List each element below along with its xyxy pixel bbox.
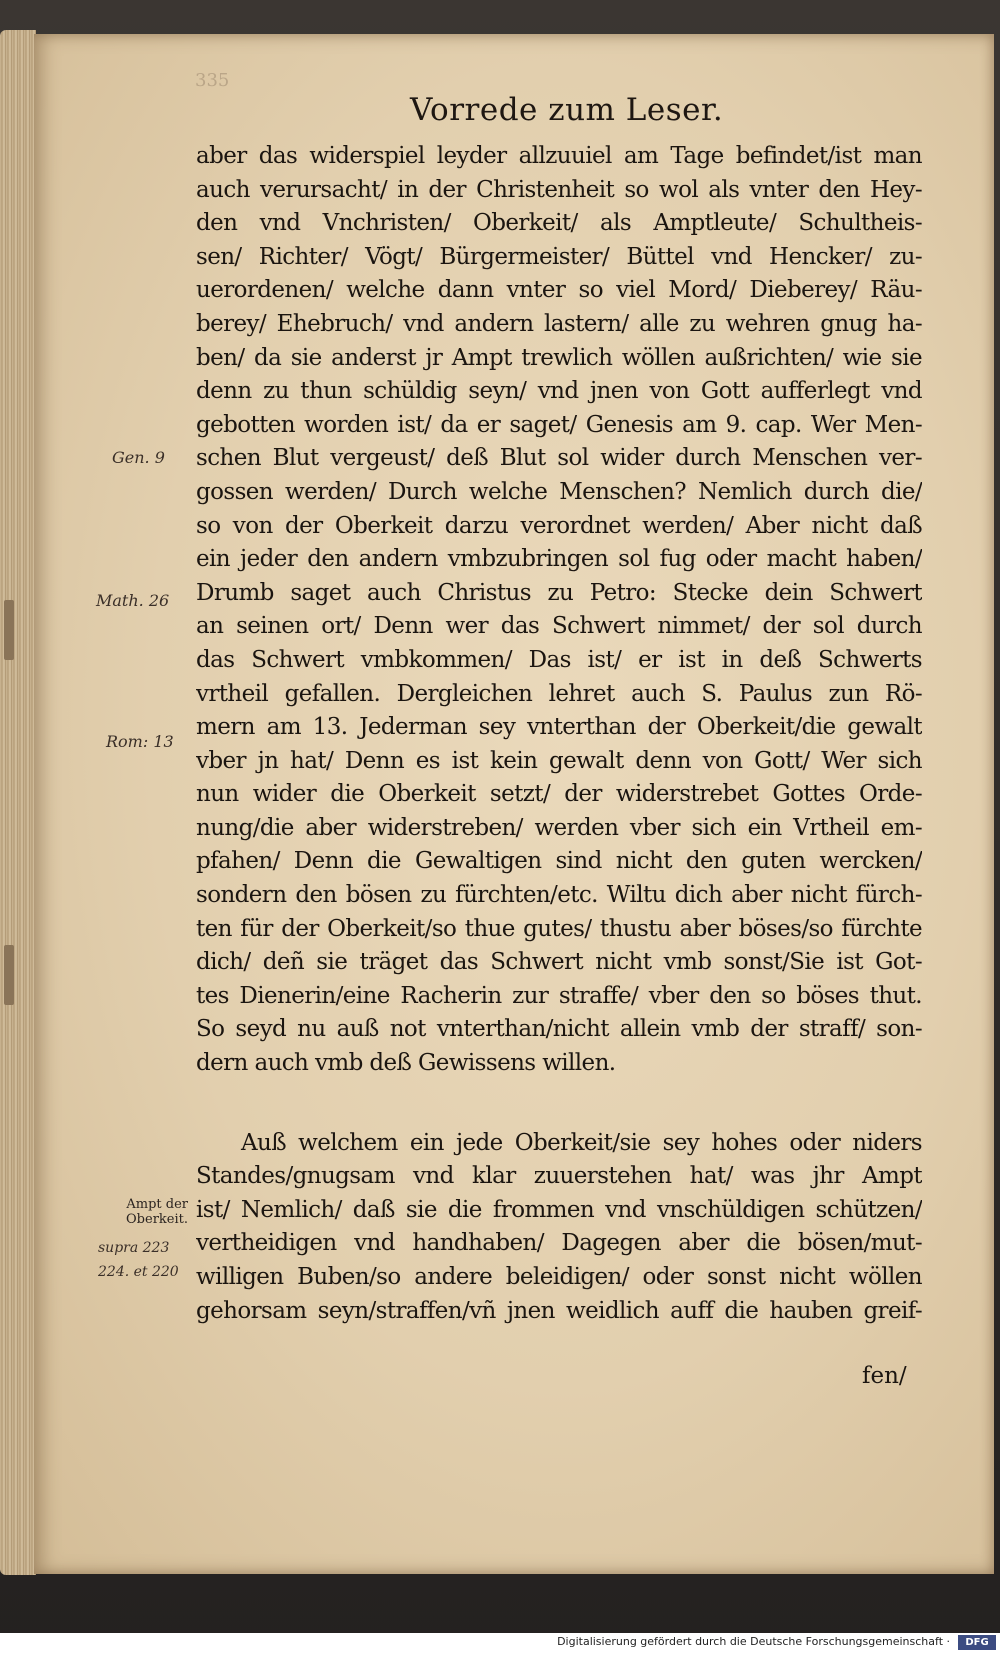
- margin-note-supra: [98, 1236, 179, 1284]
- text-line: nung/die aber widerstreben/ werden vber sich ein Vrtheil em-: [196, 814, 922, 841]
- text-line: dern auch vmb deß Gewissens willen.: [196, 1050, 616, 1077]
- text-line: ist/ Nemlich/ daß sie die frommen vnd vnschüldigen schützen/: [196, 1196, 922, 1223]
- text-line: so von der Oberkeit darzu verordnet werden/ Aber nicht daß: [196, 512, 922, 539]
- text-line: sondern den bösen zu fürchten/etc. Wiltu dich aber nicht fürch-: [196, 882, 922, 909]
- margin-heading-line: Ampt der: [126, 1197, 188, 1212]
- text-line: denn zu thun schüldig seyn/ vnd jnen von Gott aufferlegt vnd: [196, 378, 922, 405]
- text-line: ten für der Oberkeit/so thue gutes/ thustu aber böses/so fürchte: [196, 915, 922, 942]
- text-line: ben/ da sie anderst jr Ampt trewlich wöllen außrichten/ wie sie: [196, 344, 922, 371]
- text-line: mern am 13. Jederman sey vnterthan der Oberkeit/die gewalt: [196, 714, 922, 741]
- paragraph-1: [196, 140, 922, 1081]
- running-head: Vorrede zum Leser.: [410, 92, 724, 128]
- margin-heading: [108, 1197, 188, 1227]
- page-stack-edge: [0, 30, 36, 1575]
- margin-note-line: 224. et 220: [98, 1264, 179, 1280]
- text-line: pfahen/ Denn die Gewaltigen sind nicht den guten wercken/: [196, 848, 922, 875]
- text-line: aber das widerspiel leyder allzuuiel am Tage befindet/ist man: [196, 143, 922, 169]
- footer-credit: Digitalisierung gefördert durch die Deutsche Forschungsgemeinschaft ·: [557, 1635, 950, 1648]
- text-line: willigen Buben/so andere beleidigen/ oder sonst nicht wöllen: [196, 1264, 922, 1290]
- footer-bar: [0, 1633, 1000, 1653]
- text-line: den vnd Vnchristen/ Oberkeit/ als Amptleute/ Schultheis-: [196, 210, 922, 237]
- text-line: an seinen ort/ Denn wer das Schwert nimmet/ der sol durch: [196, 613, 922, 640]
- margin-note-line: supra 223: [98, 1240, 170, 1256]
- margin-note-gen: Gen. 9: [112, 448, 165, 467]
- text-line: vertheidigen vnd handhaben/ Dagegen aber die bösen/mut-: [196, 1230, 922, 1257]
- text-line: Standes/gnugsam vnd klar zuuerstehen hat/ was jhr Ampt: [196, 1163, 922, 1190]
- dfg-logo: DFG: [958, 1635, 996, 1650]
- paragraph-2: [196, 1127, 922, 1329]
- text-line: schen Blut vergeust/ deß Blut sol wider durch Menschen ver-: [196, 445, 922, 472]
- text-line: nun wider die Oberkeit setzt/ der widerstrebet Gottes Orde-: [196, 781, 922, 808]
- text-line: sen/ Richter/ Vögt/ Bürgermeister/ Büttel vnd Hencker/ zu-: [196, 243, 922, 270]
- text-line: tes Dienerin/eine Racherin zur straffe/ vber den so böses thut.: [196, 982, 922, 1009]
- catchword: fen/: [862, 1363, 907, 1389]
- text-line: Auß welchem ein jede Oberkeit/sie sey hohes oder niders: [241, 1129, 922, 1156]
- text-line: Drumb saget auch Christus zu Petro: Stecke dein Schwert: [196, 579, 922, 606]
- text-line: So seyd nu auß not vnterthan/nicht allein vmb der straff/ son-: [196, 1016, 922, 1043]
- text-line: gebotten worden ist/ da er saget/ Genesis am 9. cap. Wer Men-: [196, 411, 922, 438]
- margin-note-math: Math. 26: [96, 591, 170, 610]
- text-line: berey/ Ehebruch/ vnd andern lastern/ alle zu wehren gnug ha-: [196, 310, 922, 337]
- body-text: [196, 140, 922, 1328]
- text-line: gossen werden/ Durch welche Menschen? Nemlich durch die/: [196, 478, 922, 505]
- margin-note-rom: Rom: 13: [106, 732, 174, 751]
- text-line: gehorsam seyn/straffen/vñ jnen weidlich auff die hauben greif-: [196, 1297, 922, 1324]
- bookmark-tab: [4, 945, 14, 1005]
- text-line: das Schwert vmbkommen/ Das ist/ er ist in deß Schwerts: [196, 646, 922, 673]
- text-line: vber jn hat/ Denn es ist kein gewalt denn von Gott/ Wer sich: [196, 747, 922, 774]
- text-line: auch verursacht/ in der Christenheit so wol als vnter den Hey-: [196, 176, 922, 203]
- text-line: dich/ deñ sie träget das Schwert nicht vmb sonst/Sie ist Got-: [196, 949, 922, 976]
- text-line: vrtheil gefallen. Dergleichen lehret auch S. Paulus zun Rö-: [196, 680, 922, 707]
- bookmark-tab: [4, 600, 14, 660]
- text-line: uerordenen/ welche dann vnter so viel Mord/ Dieberey/ Räu-: [196, 277, 922, 304]
- faint-page-number: 335: [195, 70, 230, 91]
- margin-heading-line: Oberkeit.: [126, 1212, 188, 1227]
- text-line: ein jeder den andern vmbzubringen sol fug oder macht haben/: [196, 546, 922, 573]
- paragraph-gap: [196, 1081, 922, 1127]
